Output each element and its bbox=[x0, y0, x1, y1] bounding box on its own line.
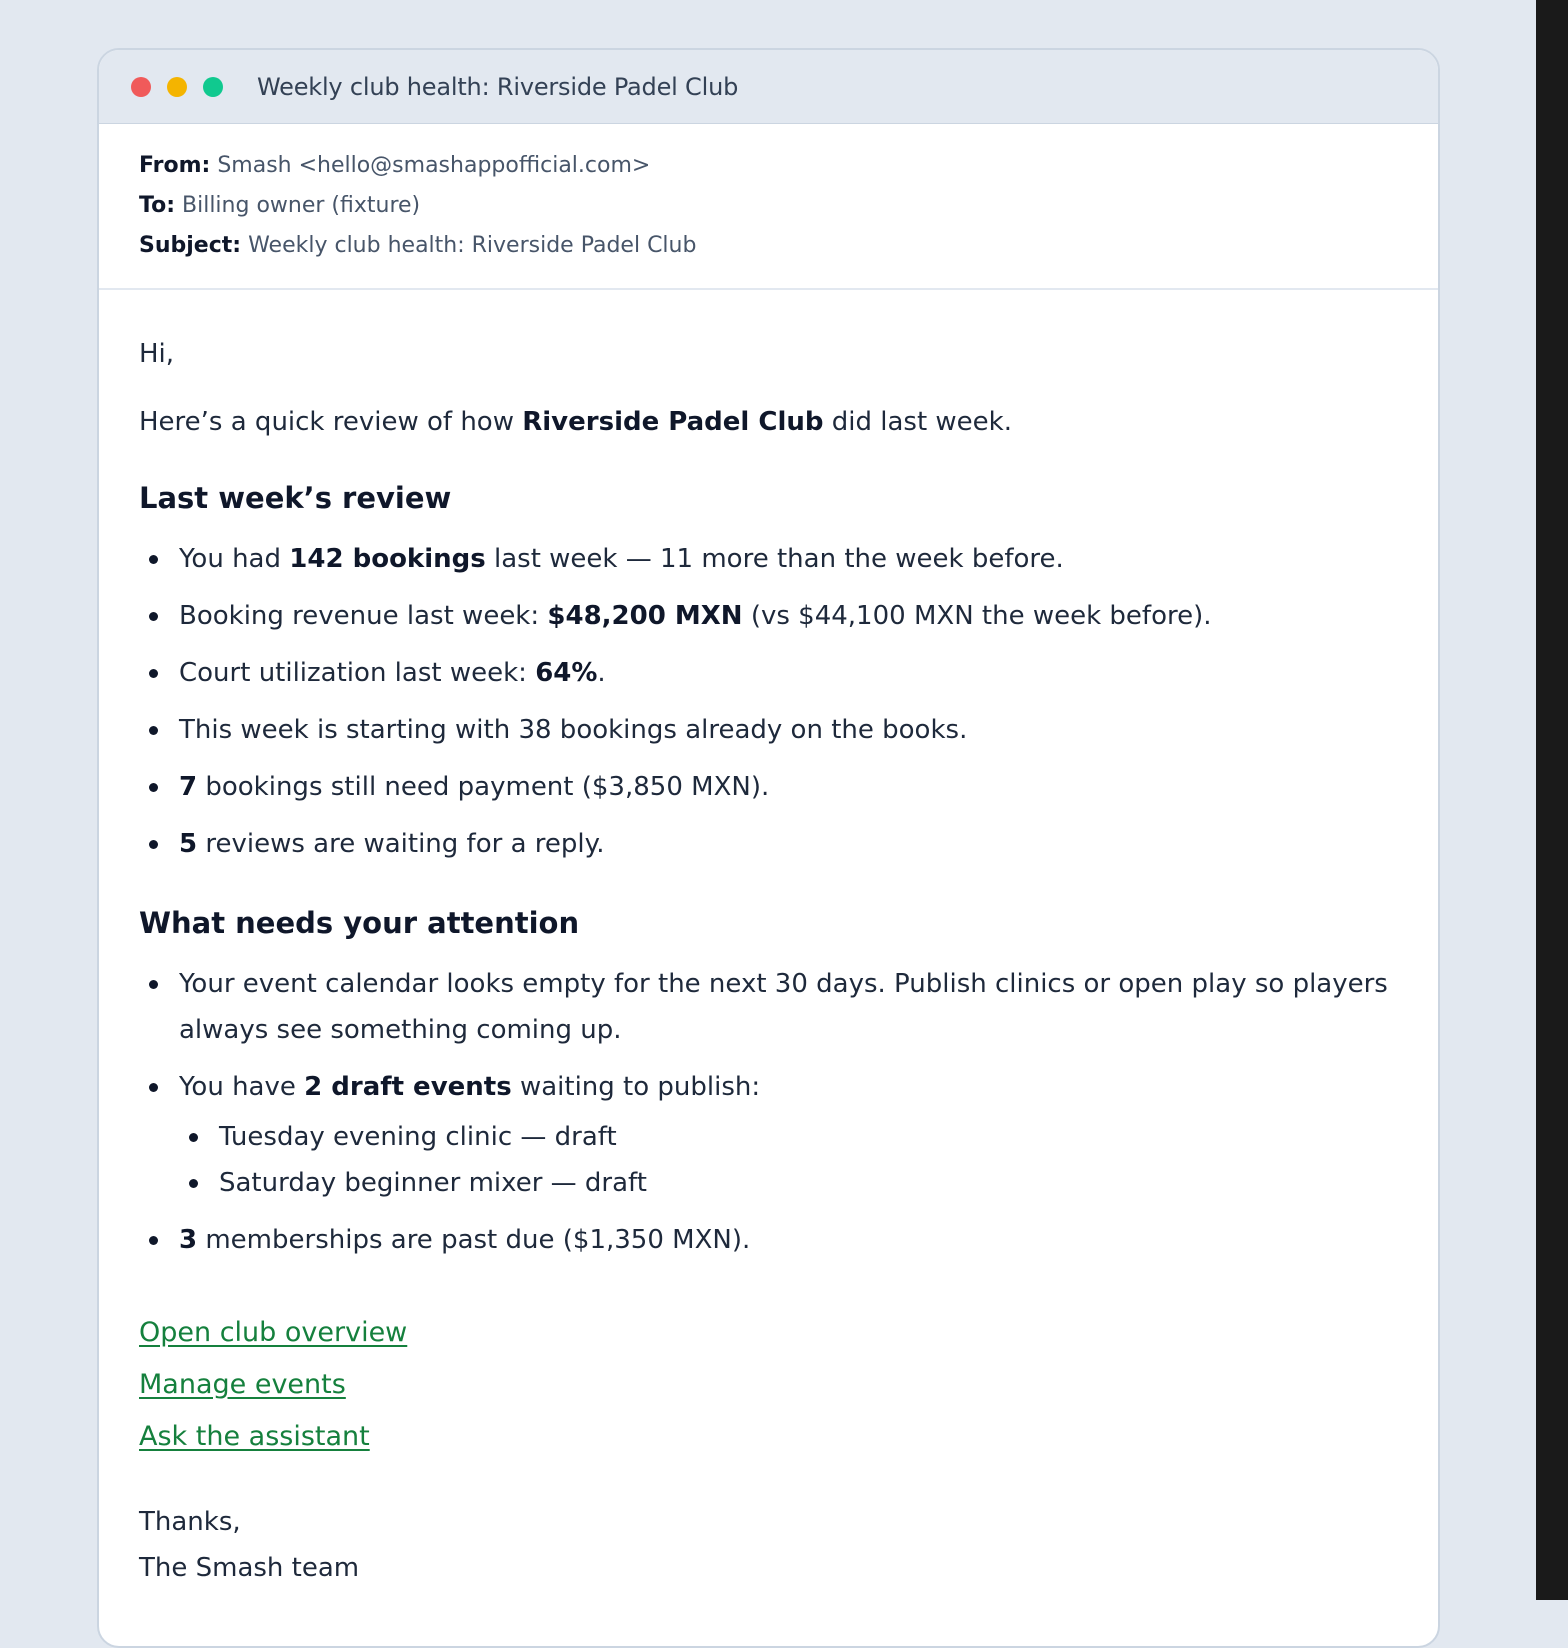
subject-value: Weekly club health: Riverside Padel Club bbox=[248, 233, 697, 258]
review-item bbox=[179, 707, 1398, 753]
to-value: Billing owner (fixture) bbox=[182, 193, 421, 218]
review-list bbox=[139, 536, 1398, 867]
review-item-text: . bbox=[597, 658, 606, 688]
from-row bbox=[139, 146, 1398, 186]
review-item bbox=[179, 536, 1398, 582]
review-item-bold: 7 bbox=[179, 772, 198, 802]
attention-item-bold: 2 draft events bbox=[304, 1072, 512, 1102]
greeting: Hi, bbox=[139, 339, 175, 369]
review-item-text: You had bbox=[179, 544, 290, 574]
review-item-text: Court utilization last week: bbox=[179, 658, 536, 688]
email-headers bbox=[99, 124, 1438, 290]
intro-suffix: did last week. bbox=[823, 407, 1012, 437]
attention-item-text: memberships are past due ($1,350 MXN). bbox=[197, 1225, 751, 1255]
attention-item-text: Your event calendar looks empty for the next 30 days. Publish clinics or open play so players always see something coming up. bbox=[179, 969, 1388, 1045]
to-label: To: bbox=[139, 193, 175, 218]
ask-assistant-link[interactable]: Ask the assistant bbox=[139, 1421, 370, 1452]
review-item-bold: $48,200 MXN bbox=[547, 601, 743, 631]
attention-list bbox=[139, 961, 1398, 1263]
review-item bbox=[179, 764, 1398, 810]
review-item bbox=[179, 593, 1398, 639]
review-item-bold: 64% bbox=[535, 658, 598, 688]
signoff-thanks: Thanks, bbox=[139, 1507, 241, 1537]
review-item-text: (vs $44,100 MXN the week before). bbox=[742, 601, 1212, 631]
intro-paragraph bbox=[139, 398, 1398, 446]
intro-prefix: Here’s a quick review of how bbox=[139, 407, 523, 437]
title-bar bbox=[99, 50, 1438, 124]
to-row bbox=[139, 186, 1398, 226]
attention-item bbox=[179, 1064, 1398, 1206]
signoff bbox=[139, 1499, 1398, 1591]
from-label: From: bbox=[139, 153, 211, 178]
scrollbar[interactable] bbox=[1536, 0, 1568, 1600]
attention-item-text: You have bbox=[179, 1072, 305, 1102]
subject-row bbox=[139, 226, 1398, 266]
signoff-team: The Smash team bbox=[139, 1553, 360, 1583]
attention-item-text: waiting to publish: bbox=[511, 1072, 761, 1102]
action-links bbox=[139, 1307, 1398, 1463]
open-club-overview-link[interactable]: Open club overview bbox=[139, 1317, 408, 1348]
attention-item bbox=[179, 961, 1398, 1053]
minimize-window-button[interactable] bbox=[167, 77, 187, 97]
attention-heading: What needs your attention bbox=[139, 906, 580, 940]
draft-events-list bbox=[179, 1114, 1398, 1206]
subject-label: Subject: bbox=[139, 233, 242, 258]
review-item-text: This week is starting with 38 bookings already on the books. bbox=[179, 715, 968, 745]
intro-club-name: Riverside Padel Club bbox=[522, 407, 824, 437]
draft-event-item: Tuesday evening clinic — draft bbox=[219, 1114, 1398, 1160]
manage-events-link[interactable]: Manage events bbox=[139, 1369, 346, 1400]
window-title: Weekly club health: Riverside Padel Club bbox=[257, 72, 739, 101]
review-item-text: Booking revenue last week: bbox=[179, 601, 548, 631]
close-window-button[interactable] bbox=[131, 77, 151, 97]
review-item bbox=[179, 821, 1398, 867]
review-item-bold: 5 bbox=[179, 829, 198, 859]
review-item-text: last week — 11 more than the week before. bbox=[485, 544, 1064, 574]
from-value: Smash <hello@smashappofficial.com> bbox=[217, 153, 651, 178]
email-body bbox=[99, 290, 1438, 1591]
maximize-window-button[interactable] bbox=[203, 77, 223, 97]
review-item bbox=[179, 650, 1398, 696]
review-item-text: bookings still need payment ($3,850 MXN). bbox=[197, 772, 770, 802]
email-window bbox=[97, 48, 1440, 1648]
review-item-text: reviews are waiting for a reply. bbox=[197, 829, 605, 859]
attention-item-bold: 3 bbox=[179, 1225, 198, 1255]
review-item-bold: 142 bookings bbox=[289, 544, 486, 574]
review-heading: Last week’s review bbox=[139, 481, 452, 515]
draft-event-item: Saturday beginner mixer — draft bbox=[219, 1160, 1398, 1206]
attention-item bbox=[179, 1217, 1398, 1263]
